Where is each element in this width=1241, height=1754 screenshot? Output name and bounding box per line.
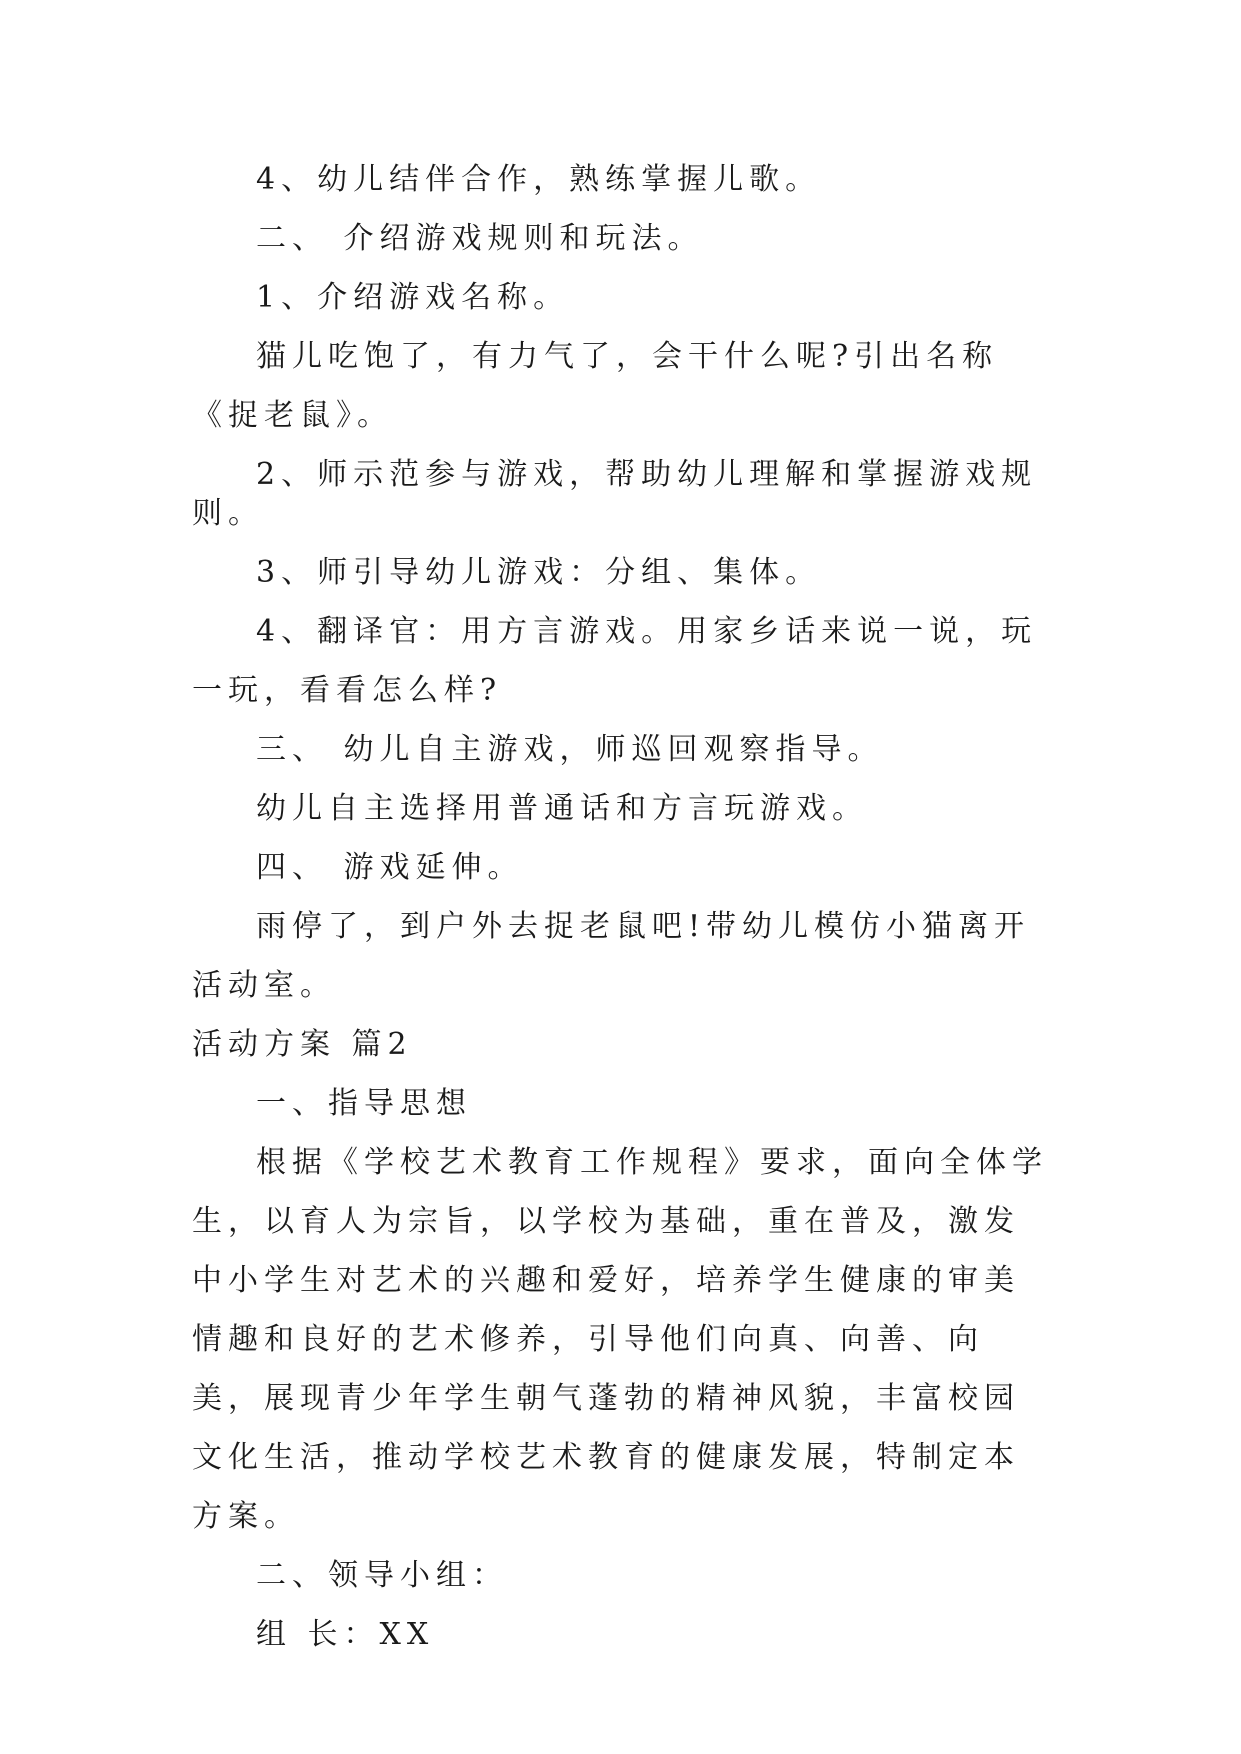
- paragraph-section-four: 四、 游戏延伸。: [256, 850, 524, 885]
- paragraph-teacher-demo: 2、师示范参与游戏，帮助幼儿理解和掌握游戏规则。: [192, 457, 1038, 531]
- paragraph-section-three: 三、 幼儿自主游戏，师巡回观察指导。: [256, 732, 884, 767]
- paragraph-intro-game-name: 1、介绍游戏名称。: [256, 280, 570, 315]
- paragraph-section-two: 二、 介绍游戏规则和玩法。: [256, 221, 704, 256]
- paragraph-group-leader: 组 长：XX: [256, 1617, 435, 1652]
- paragraph-translator: 4、翻译官：用方言游戏。用家乡话来说一说，玩一玩，看看怎么样?: [192, 614, 1038, 708]
- paragraph-rain-stopped: 雨停了，到户外去捉老鼠吧!带幼儿模仿小猫离开活动室。: [192, 909, 1031, 1003]
- section-title: 活动方案 篇2: [192, 1027, 413, 1062]
- paragraph-step-4-cooperate: 4、幼儿结伴合作，熟练掌握儿歌。: [256, 162, 822, 197]
- paragraph-leadership-group: 二、领导小组：: [256, 1558, 508, 1593]
- paragraph-cat-question: 猫儿吃饱了，有力气了，会干什么呢?引出名称《捉老鼠》。: [192, 339, 999, 433]
- paragraph-teacher-guide: 3、师引导幼儿游戏：分组、集体。: [256, 555, 822, 590]
- document-body: [192, 160, 1052, 1674]
- paragraph-art-education: 根据《学校艺术教育工作规程》要求，面向全体学生，以育人为宗旨，以学校为基础，重在普及，激发中小学生对艺术的兴趣和爱好，培养学生健康的审美情趣和良好的艺术修养，引导他们向真、向善、向美，展现青少年学生朝气蓬勃的精神风貌，丰富校园文化生活，推动学校艺术教育的健康发展，特制定本方案。: [192, 1145, 1048, 1534]
- paragraph-free-choice: 幼儿自主选择用普通话和方言玩游戏。: [256, 791, 868, 826]
- paragraph-guiding-thought: 一、指导思想: [256, 1086, 472, 1121]
